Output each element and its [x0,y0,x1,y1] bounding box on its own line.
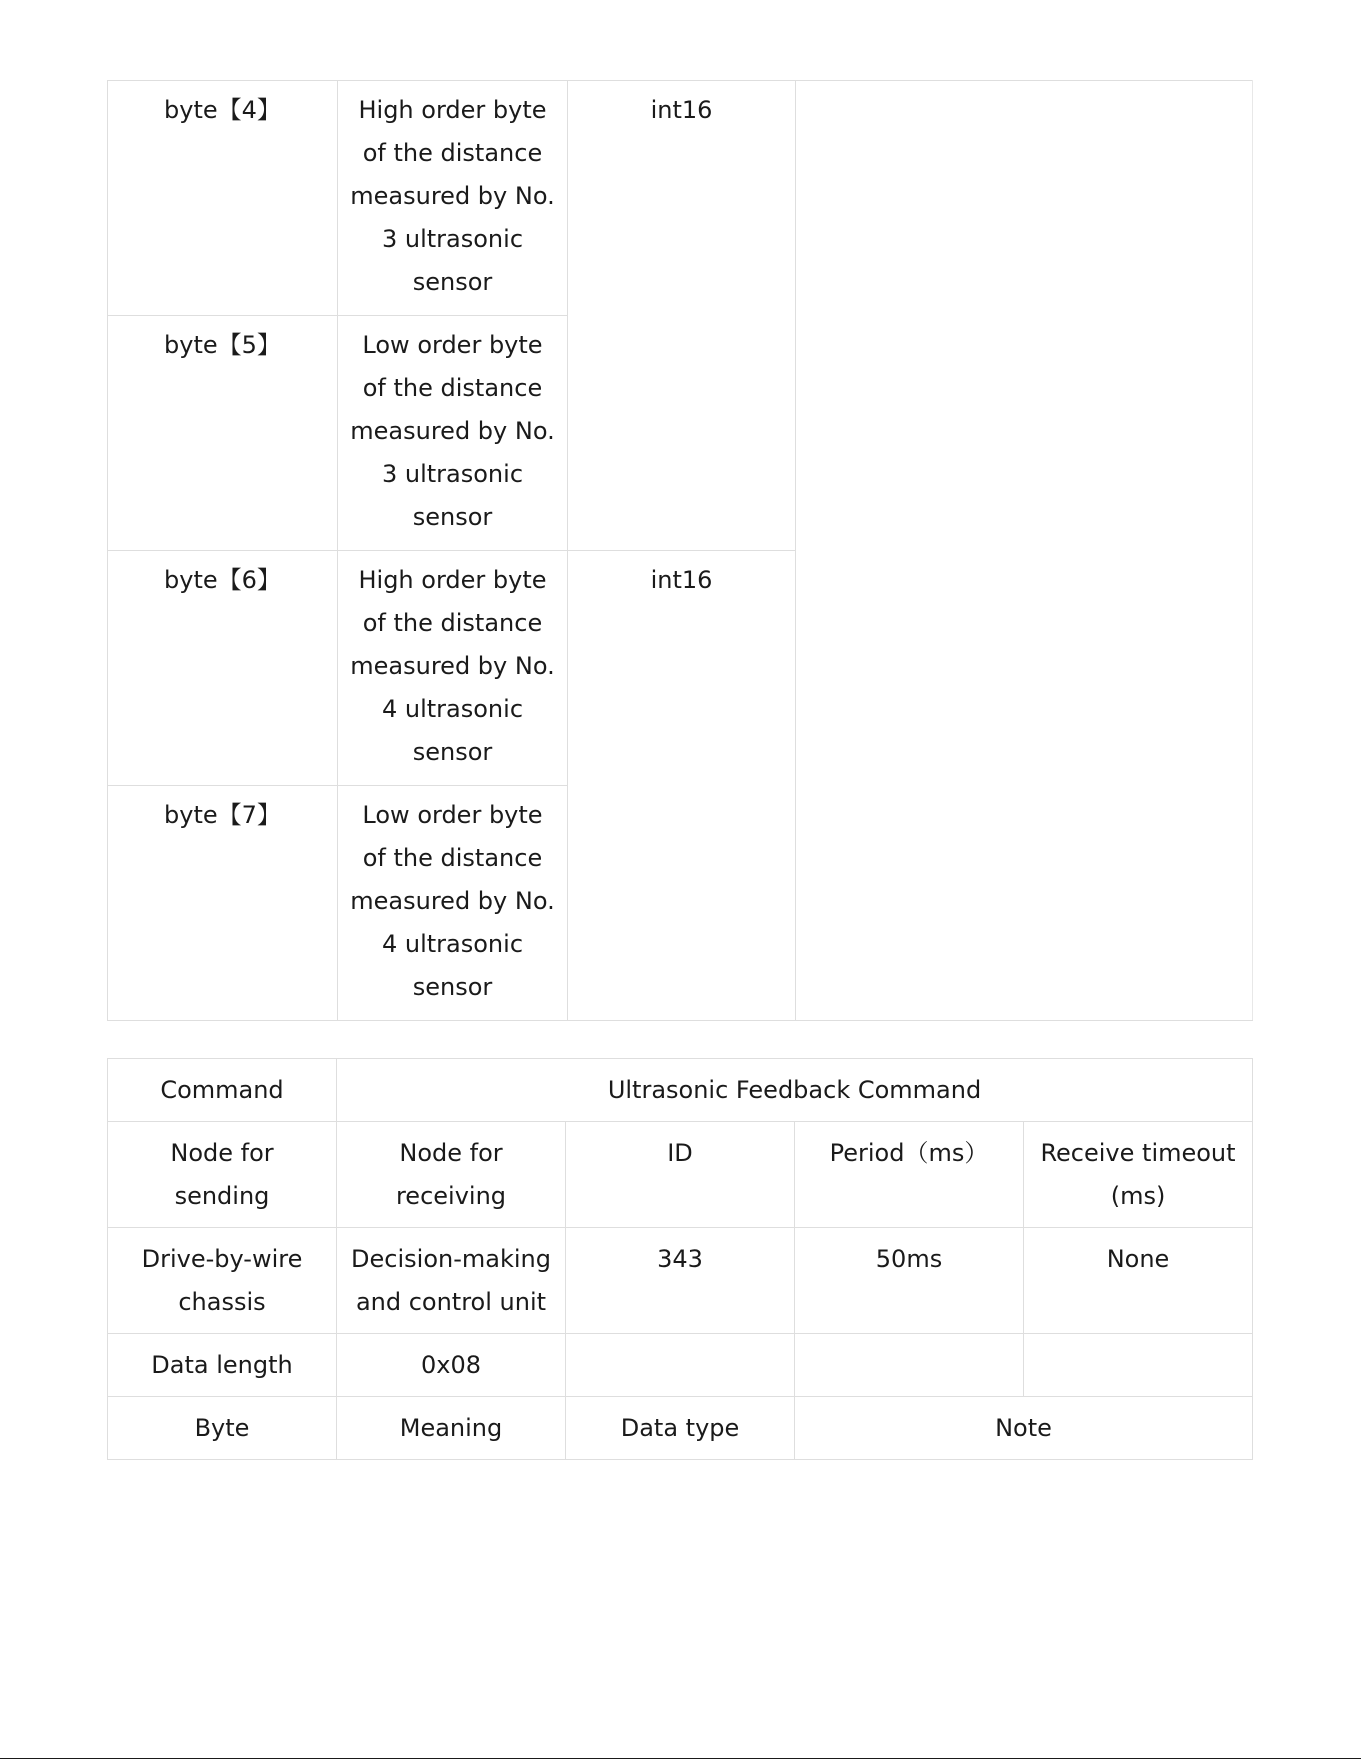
meaning-cell: High order byte of the distance measured by No. 3 ultrasonic sensor [338,81,568,316]
meaning-cell: Low order byte of the distance measured by No. 3 ultrasonic sensor [338,316,568,551]
command-table [107,1058,1253,1460]
table-row [108,1122,1253,1228]
byte-cell: byte【4】 [108,81,338,316]
note-header-cell: Note [795,1397,1253,1460]
data-type-header-cell: Data type [566,1397,795,1460]
byte-cell: byte【5】 [108,316,338,551]
table-row [108,1228,1253,1334]
value-cell: Drive-by-wire chassis [108,1228,337,1334]
data-length-value-cell: 0x08 [337,1334,566,1397]
meaning-cell: Low order byte of the distance measured by No. 4 ultrasonic sensor [338,786,568,1021]
meaning-cell: High order byte of the distance measured by No. 4 ultrasonic sensor [338,551,568,786]
table-row [108,1059,1253,1122]
data-type-cell: int16 [568,551,796,1021]
empty-cell [795,1334,1024,1397]
value-cell: 50ms [795,1228,1024,1334]
empty-cell [1024,1334,1253,1397]
header-cell: Node for sending [108,1122,337,1228]
command-label-cell: Command [108,1059,337,1122]
page-bottom-rule [0,1758,1361,1759]
header-cell: ID [566,1122,795,1228]
header-cell: Receive timeout (ms) [1024,1122,1253,1228]
header-cell: Node for receiving [337,1122,566,1228]
header-cell: Period（ms） [795,1122,1024,1228]
value-cell: None [1024,1228,1253,1334]
byte-header-cell: Byte [108,1397,337,1460]
byte-cell: byte【6】 [108,551,338,786]
byte-definition-table [107,80,1253,1021]
table-row [108,1334,1253,1397]
command-value-cell: Ultrasonic Feedback Command [337,1059,1253,1122]
data-length-label-cell: Data length [108,1334,337,1397]
meaning-header-cell: Meaning [337,1397,566,1460]
empty-cell [566,1334,795,1397]
value-cell: Decision-making and control unit [337,1228,566,1334]
table-row [108,81,1253,316]
value-cell: 343 [566,1228,795,1334]
note-cell [796,81,1253,1021]
data-type-cell: int16 [568,81,796,551]
byte-cell: byte【7】 [108,786,338,1021]
table-row [108,1397,1253,1460]
